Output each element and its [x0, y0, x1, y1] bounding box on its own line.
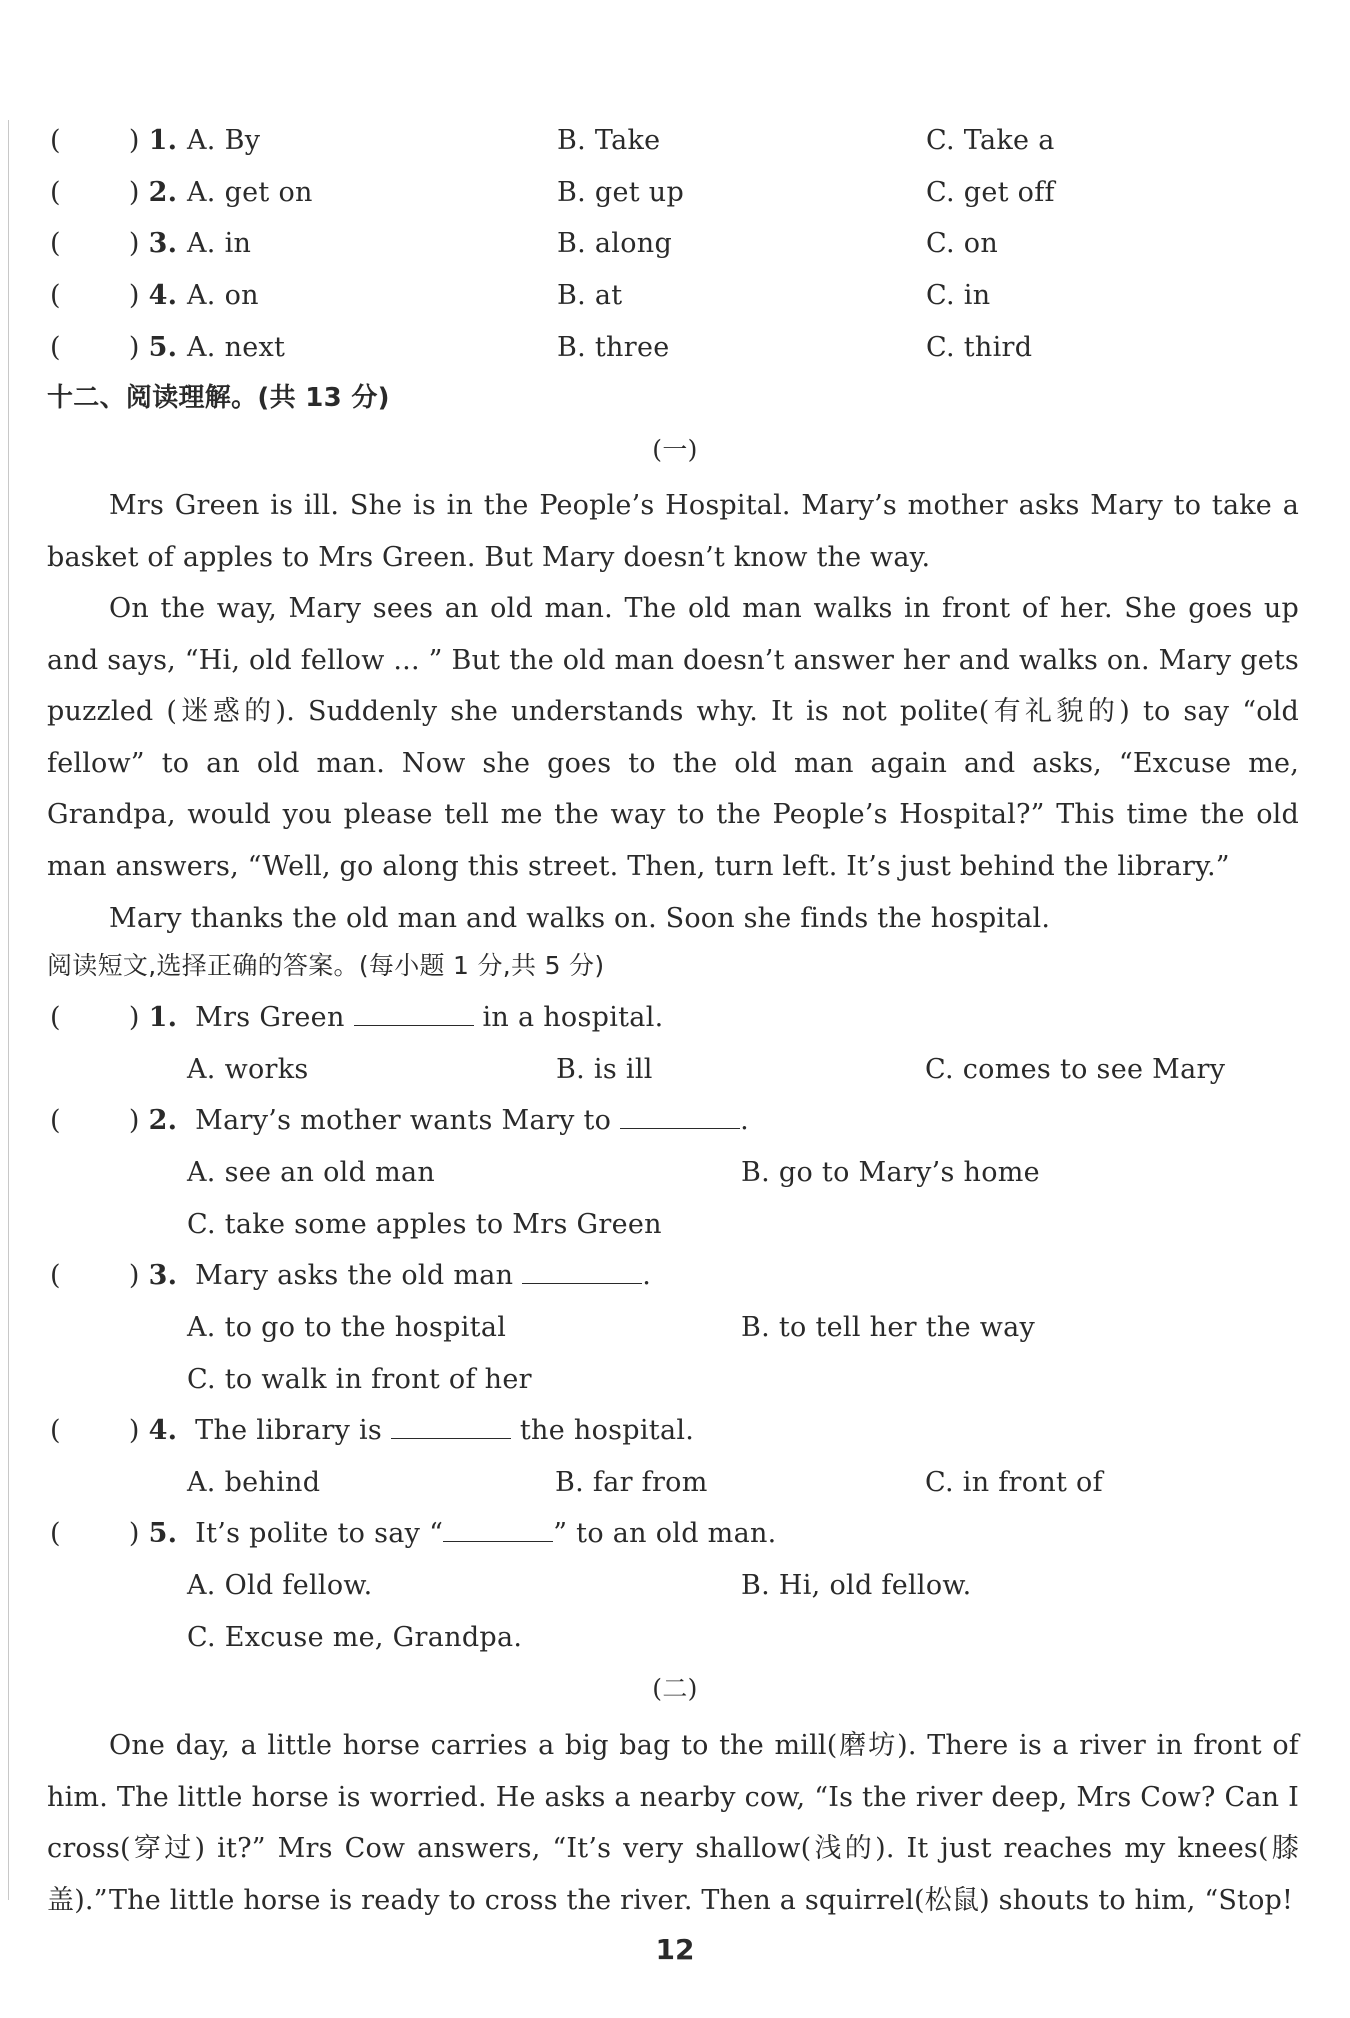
reading-q4-option-c[interactable]: C. in front of — [925, 1467, 1103, 1498]
cloze-q1-option-c[interactable]: C. Take a — [926, 125, 1055, 156]
reading-q4-option-b[interactable]: B. far from — [555, 1467, 708, 1498]
passage1-instruction: 阅读短文,选择正确的答案。(每小题 1 分,共 5 分) — [47, 951, 605, 980]
cloze-q2-number: ( ) 2. — [50, 177, 178, 208]
cloze-q5-option-a[interactable]: A. next — [187, 332, 286, 363]
passage1-paragraph-1: Mrs Green is ill. She is in the People’s Hospital. Mary’s mother asks Mary to take a basket of apples to Mrs Green. But Mary doesn’t know the way. — [47, 490, 1299, 573]
reading-q2-option-b[interactable]: B. go to Mary’s home — [741, 1157, 1040, 1188]
cloze-q4-option-b[interactable]: B. at — [557, 280, 623, 311]
cloze-q3-number: ( ) 3. — [50, 228, 178, 259]
answer-blank[interactable] — [443, 1517, 553, 1542]
passage2-paragraph-1: One day, a little horse carries a big bag to the mill(磨坊). There is a river in front of him. The little horse is worried. He asks a nearby cow, “Is the river deep, Mrs Cow? Can I cross(穿过) it?” Mrs Cow answers, “It’s very shallow(浅的). It just reaches my knees(膝盖).” — [47, 1730, 1299, 1916]
reading-q2: ( ) 2. Mary’s mother wants Mary to . — [50, 1105, 749, 1136]
reading-q3: ( ) 3. Mary asks the old man . — [50, 1260, 652, 1291]
section-title: 十二、阅读理解。(共 13 分) — [47, 383, 390, 413]
reading-q5-option-c[interactable]: C. Excuse me, Grandpa. — [187, 1622, 523, 1653]
cloze-q5-option-b[interactable]: B. three — [557, 332, 670, 363]
passage2-label: (二) — [652, 1674, 698, 1703]
reading-q3-option-c[interactable]: C. to walk in front of her — [187, 1364, 532, 1395]
cloze-q4-number: ( ) 4. — [50, 280, 178, 311]
page-number: 12 — [655, 1933, 695, 1966]
reading-q4-option-a[interactable]: A. behind — [187, 1467, 321, 1498]
reading-q1-option-c[interactable]: C. comes to see Mary — [925, 1054, 1226, 1085]
answer-blank[interactable] — [620, 1104, 740, 1129]
reading-q3-option-a[interactable]: A. to go to the hospital — [187, 1312, 507, 1343]
margin-line — [8, 120, 9, 1900]
passage1-paragraph-3: Mary thanks the old man and walks on. Soon she finds the hospital. — [109, 903, 1051, 934]
cloze-q3-option-b[interactable]: B. along — [557, 228, 673, 259]
cloze-q1-number: ( ) 1. — [50, 125, 178, 156]
cloze-q4-option-c[interactable]: C. in — [926, 280, 991, 311]
cloze-q3-option-c[interactable]: C. on — [926, 228, 999, 259]
reading-q5-option-b[interactable]: B. Hi, old fellow. — [741, 1570, 972, 1601]
passage1-label: (一) — [652, 435, 698, 464]
answer-blank[interactable] — [354, 1001, 474, 1026]
passage1-paragraph-2: On the way, Mary sees an old man. The old man walks in front of her. She goes up and says, “Hi, old fellow ... ” But the old man doesn’t answer her and walks on. Mary gets puzzled (迷惑的). Suddenly she understands why. It is not polite(有礼貌的) to say “old fellow” to an old man. Now she goes to the old man again and asks, “Excuse me, Grandpa, would you please tell me the way to the People’s Hospital?” This time the old man answers, “Well, go along this street. Then, turn left. It’s just behind the library.” — [47, 593, 1299, 882]
cloze-q1-option-b[interactable]: B. Take — [557, 125, 661, 156]
cloze-q1-option-a[interactable]: A. By — [187, 125, 261, 156]
cloze-q5-number: ( ) 5. — [50, 332, 178, 363]
reading-q1: ( ) 1. Mrs Green in a hospital. — [50, 1002, 664, 1033]
cloze-q4-option-a[interactable]: A. on — [187, 280, 259, 311]
cloze-q2-option-b[interactable]: B. get up — [557, 177, 685, 208]
answer-blank[interactable] — [522, 1259, 642, 1284]
reading-q5: ( ) 5. It’s polite to say “ ” to an old man. — [50, 1518, 777, 1549]
cloze-q5-option-c[interactable]: C. third — [926, 332, 1033, 363]
reading-q3-option-b[interactable]: B. to tell her the way — [741, 1312, 1036, 1343]
cloze-q2-option-a[interactable]: A. get on — [187, 177, 313, 208]
passage2-paragraph-2: The little horse is ready to cross the river. Then a squirrel(松鼠) shouts to him, “Stop! — [109, 1885, 1294, 1916]
reading-q4: ( ) 4. The library is the hospital. — [50, 1415, 695, 1446]
reading-q5-option-a[interactable]: A. Old fellow. — [187, 1570, 373, 1601]
cloze-q2-option-c[interactable]: C. get off — [926, 177, 1055, 208]
answer-blank[interactable] — [391, 1414, 511, 1439]
cloze-q3-option-a[interactable]: A. in — [187, 228, 252, 259]
reading-q1-option-b[interactable]: B. is ill — [556, 1054, 653, 1085]
reading-q2-option-a[interactable]: A. see an old man — [187, 1157, 436, 1188]
reading-q1-option-a[interactable]: A. works — [187, 1054, 309, 1085]
reading-q2-option-c[interactable]: C. take some apples to Mrs Green — [187, 1209, 662, 1240]
